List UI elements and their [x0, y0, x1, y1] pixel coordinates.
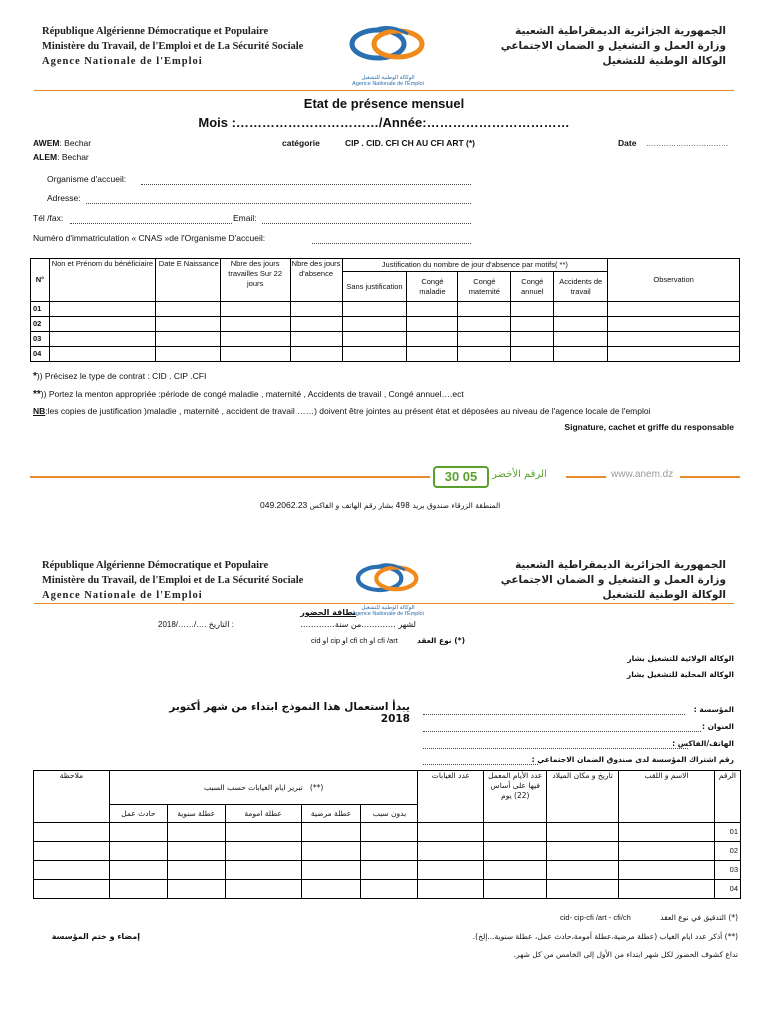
- cell[interactable]: [554, 317, 608, 332]
- cell[interactable]: [418, 823, 484, 842]
- table-row: [31, 317, 740, 332]
- cell[interactable]: [34, 880, 110, 899]
- form2-note-1-fr: cid- cip-cfi /art - cfi/ch: [560, 913, 631, 922]
- ar-sub-maternity: عطلة امومة: [225, 805, 301, 823]
- cell[interactable]: [109, 861, 167, 880]
- cell[interactable]: [484, 861, 547, 880]
- nb-text: :les copies de justification )maladie , maternité , accident de travail ……) doivent être jointes au présent état et déposées au niveau de l'agence locale de l'emploi: [45, 406, 651, 416]
- field-institution: المؤسسة :: [693, 705, 734, 714]
- website: www.anem.dz: [611, 469, 674, 480]
- cell[interactable]: [167, 880, 225, 899]
- wilaya-agency: الوكالة الولائية للتشغيل بشار: [627, 654, 734, 663]
- cell[interactable]: [225, 880, 301, 899]
- cell[interactable]: [290, 317, 342, 332]
- cnas-field[interactable]: [312, 242, 471, 244]
- ar-col-obs: ملاحظة: [34, 771, 110, 823]
- cell[interactable]: [290, 347, 342, 362]
- cell[interactable]: [220, 302, 290, 317]
- tel-field[interactable]: [70, 222, 232, 224]
- cell[interactable]: [608, 302, 740, 317]
- cell[interactable]: [458, 332, 511, 347]
- note-absence-reason: [33, 389, 464, 400]
- cell[interactable]: [484, 880, 547, 899]
- table-row: [31, 302, 740, 317]
- cell[interactable]: [361, 861, 418, 880]
- cell[interactable]: [34, 842, 110, 861]
- ar-col-justif-mark: (**): [309, 782, 324, 792]
- cell[interactable]: [547, 880, 619, 899]
- organisme-field[interactable]: [141, 183, 471, 185]
- presence-table: [30, 258, 740, 362]
- table-row: [31, 332, 740, 347]
- field-address: العنوان :: [702, 722, 734, 731]
- cell[interactable]: [407, 302, 458, 317]
- col-days-header: Nbre des jours travailles Sur 22 jours: [220, 259, 290, 302]
- ar-header-2-line-1: الجمهورية الجزائرية الديمقراطية الشعبية: [515, 559, 726, 571]
- nb-label: NB: [33, 406, 46, 416]
- cell[interactable]: [418, 880, 484, 899]
- ar-header-line-1: الجمهورية الجزائرية الديمقراطية الشعبية: [515, 25, 726, 37]
- row-number: 02: [31, 317, 50, 332]
- footer-address-ar: المنطقة الزرقاء صندوق بريد 498 بشار رقم الهاتف و الفاكس: [309, 501, 501, 510]
- note-contract-type: [33, 371, 206, 382]
- awem-row: [33, 138, 91, 148]
- anem-logo-2-graphic: [338, 560, 438, 600]
- model-notice: يبدأ استعمال هذا النموذج ابتداء من شهر أكتوبر 2018: [169, 701, 410, 725]
- cell[interactable]: [547, 823, 619, 842]
- categorie-value[interactable]: CIP . CID. CFI CH AU CFI ART (*): [345, 138, 476, 148]
- col-num-header: N°: [31, 259, 50, 302]
- ar-col-days: عدد الأيام المعمل فيها على أساس (22) يوم: [484, 771, 547, 823]
- cell[interactable]: [49, 347, 155, 362]
- row-number: 03: [31, 332, 50, 347]
- cell[interactable]: [220, 347, 290, 362]
- cell[interactable]: [225, 861, 301, 880]
- fr-header-2-line-3: Agence Nationale de l'Emploi: [42, 590, 203, 601]
- cell[interactable]: [619, 880, 715, 899]
- cell[interactable]: [484, 823, 547, 842]
- logo-2-caption-fr: Agence Nationale de l'Emploi: [352, 611, 424, 617]
- cell[interactable]: [458, 347, 511, 362]
- table-row: [34, 823, 741, 842]
- cell[interactable]: [361, 823, 418, 842]
- ar-header: [426, 24, 726, 69]
- ar-col-num: الرقم: [714, 771, 740, 823]
- date-label: Date: [618, 138, 637, 148]
- row-number: 01: [31, 302, 50, 317]
- awem-label: AWEM: [33, 138, 60, 148]
- cell[interactable]: [608, 317, 740, 332]
- form2-contract-options[interactable]: cid او cip او cfi ch او cfi /art: [311, 636, 398, 645]
- cell[interactable]: [225, 842, 301, 861]
- cell[interactable]: [547, 842, 619, 861]
- form2-date-line[interactable]: 2018/……/…. التاريخ :: [158, 620, 234, 629]
- sub-col-maternite: Congé maternité: [458, 272, 511, 302]
- green-number: 30 05: [433, 466, 489, 488]
- cell[interactable]: [301, 823, 361, 842]
- cell[interactable]: [458, 317, 511, 332]
- categorie-label: catégorie: [282, 138, 320, 148]
- ar-col-justif-label: تبرير ايام الغيابات حسب السبب: [204, 782, 303, 792]
- cell[interactable]: [301, 842, 361, 861]
- cell[interactable]: [225, 823, 301, 842]
- footer-line-mid: [566, 476, 606, 478]
- cell[interactable]: [361, 880, 418, 899]
- ar-col-absent: عدد الغيابات: [418, 771, 484, 823]
- cell[interactable]: [34, 823, 110, 842]
- cell[interactable]: [167, 842, 225, 861]
- table-row: [34, 842, 741, 861]
- field-phone: الهاتف/الفاكس :: [672, 739, 734, 748]
- logo-caption-fr: Agence Nationale de l'Emploi: [352, 81, 424, 87]
- footer-phone: 049.2062.23: [260, 500, 308, 510]
- fr-header-2-line-2: Ministère du Travail, de l'Emploi et de La Sécurité Sociale: [42, 575, 304, 586]
- ar-col-birth: تاريخ و مكان الميلاد: [547, 771, 619, 823]
- cell[interactable]: [155, 347, 220, 362]
- logo-2-caption-ar: الوكالة الوطنية للتشغيل: [361, 605, 415, 611]
- fr-header-line-2: Ministère du Travail, de l'Emploi et de La Sécurité Sociale: [42, 41, 304, 52]
- cell[interactable]: [301, 880, 361, 899]
- ar-header-2-line-2: وزارة العمل و التشغيل و الضمان الاجتماعي: [500, 574, 726, 586]
- cell[interactable]: [290, 302, 342, 317]
- cell[interactable]: [109, 842, 167, 861]
- cell[interactable]: [554, 347, 608, 362]
- local-agency: الوكالة المحلية للتشغيل بشار: [626, 670, 734, 679]
- table-row: [34, 880, 741, 899]
- cell[interactable]: [619, 842, 715, 861]
- date-field[interactable]: ……………………………: [646, 139, 729, 148]
- sub-col-maladie: Congé maladie: [407, 272, 458, 302]
- cell[interactable]: [484, 842, 547, 861]
- ar-header-2: [426, 558, 726, 603]
- footer-line-right: [680, 476, 740, 478]
- adresse-field[interactable]: [86, 202, 471, 204]
- cell[interactable]: [290, 332, 342, 347]
- cell[interactable]: [418, 861, 484, 880]
- col-justif-header: Justification du nombre de jour d'absence par motifs( **): [342, 259, 608, 272]
- field-institution-input[interactable]: [423, 713, 685, 715]
- cell[interactable]: [407, 347, 458, 362]
- form2-note-2: (**) أذكر عدد ايام الغياب (عطلة مرضية،عطلة أمومة،حادث عمل، عطلة سنوية...إلخ).: [472, 932, 738, 941]
- ar-header-line-2: وزارة العمل و التشغيل و الضمان الاجتماعي: [500, 40, 726, 52]
- cell[interactable]: [342, 332, 407, 347]
- cell[interactable]: [554, 332, 608, 347]
- cell[interactable]: [361, 842, 418, 861]
- ar-sub-accident: حادث عمل: [109, 805, 167, 823]
- field-phone-input[interactable]: [423, 747, 688, 749]
- cell[interactable]: [407, 317, 458, 332]
- row-number: 04: [31, 347, 50, 362]
- col-absent-header: Nbre des jours d'absence: [290, 259, 342, 302]
- form2-contract-label: (*) نوع العقد: [417, 636, 465, 645]
- header-2-divider: [34, 603, 734, 604]
- alem-value: : Bechar: [57, 152, 89, 162]
- form2-month-line: لشهر ………….من سنة………….: [300, 620, 416, 629]
- form2-note-3: تداع كشوف الحضور لكل شهر ابتداء من الأول إلى الخامس من كل شهر.: [513, 950, 738, 959]
- ar-col-justif: [109, 771, 418, 805]
- cell[interactable]: [511, 317, 554, 332]
- cell[interactable]: [49, 332, 155, 347]
- row-number: 01: [714, 823, 740, 842]
- row-number: 04: [714, 880, 740, 899]
- cell[interactable]: [608, 332, 740, 347]
- cell[interactable]: [155, 317, 220, 332]
- cell[interactable]: [49, 302, 155, 317]
- sub-col-accidents: Accidents de travail: [554, 272, 608, 302]
- ar-sub-sick: عطلة مرضية: [301, 805, 361, 823]
- cell[interactable]: [155, 302, 220, 317]
- cell[interactable]: [167, 861, 225, 880]
- logo-caption-ar: الوكالة الوطنية للتشغيل: [361, 75, 415, 81]
- anem-logo: [338, 22, 438, 87]
- header-divider: [34, 90, 734, 91]
- cell[interactable]: [34, 861, 110, 880]
- alem-row: [33, 152, 89, 162]
- cell[interactable]: [301, 861, 361, 880]
- cell[interactable]: [511, 332, 554, 347]
- fr-header-2-line-1: République Algérienne Démocratique et Populaire: [42, 560, 269, 571]
- note-2-mark: **: [33, 389, 41, 400]
- form2-signature: إمضاء و ختم المؤسسة: [51, 932, 140, 941]
- cell[interactable]: [619, 823, 715, 842]
- ar-header-line-3: الوكالة الوطنية للتشغيل: [602, 55, 726, 67]
- cell[interactable]: [342, 302, 407, 317]
- adresse-label: Adresse:: [47, 193, 81, 203]
- ar-sub-no-reason: بدون سبب: [361, 805, 418, 823]
- cell[interactable]: [109, 880, 167, 899]
- cell[interactable]: [547, 861, 619, 880]
- cell[interactable]: [155, 332, 220, 347]
- form-title: Etat de présence mensuel: [303, 96, 465, 111]
- green-number-label: الرقم الأخضر: [492, 469, 547, 480]
- footer-address: [260, 500, 525, 510]
- fr-header-2: [42, 558, 342, 603]
- cell[interactable]: [167, 823, 225, 842]
- cell[interactable]: [418, 842, 484, 861]
- cell[interactable]: [49, 317, 155, 332]
- cell[interactable]: [109, 823, 167, 842]
- sub-col-annuel: Congé annuel: [511, 272, 554, 302]
- note-1-text: )) Précisez le type de contrat : CID . CIP .CFI: [36, 371, 207, 381]
- cell[interactable]: [407, 332, 458, 347]
- table-row: [31, 347, 740, 362]
- cnas-label: Numéro d'immatriculation « CNAS »de l'Organisme D'accueil:: [33, 233, 266, 243]
- cell[interactable]: [220, 332, 290, 347]
- row-number: 02: [714, 842, 740, 861]
- note-1-mark: *: [33, 371, 37, 382]
- month-year-line: Mois :……………………………/Année:……………………………: [198, 115, 570, 130]
- cell[interactable]: [220, 317, 290, 332]
- fr-header: [42, 24, 342, 69]
- cell[interactable]: [458, 302, 511, 317]
- tel-label: Tél /fax:: [33, 213, 64, 223]
- anem-logo-2: [338, 560, 438, 615]
- form2-title: بطاقة الحضور: [300, 608, 356, 617]
- footer-line-left: [30, 476, 430, 478]
- cell[interactable]: [511, 302, 554, 317]
- fr-header-line-1: République Algérienne Démocratique et Populaire: [42, 26, 269, 37]
- form2-note-1: (*) التدقيق في نوع العقد: [660, 913, 738, 922]
- note-2-text: )) Portez la menton appropriée :période de congé maladie , maternité , Accidents de travail , Congé annuel….ect: [40, 389, 464, 399]
- ar-header-2-line-3: الوكالة الوطنية للتشغيل: [602, 589, 726, 601]
- cell[interactable]: [342, 347, 407, 362]
- cell[interactable]: [511, 347, 554, 362]
- cell[interactable]: [619, 861, 715, 880]
- col-dob-header: Date E Naissance: [155, 259, 220, 302]
- col-obs-header: Observation: [608, 259, 740, 302]
- col-name-header: Non et Prénom du bénéficiaire: [49, 259, 155, 302]
- attendance-table-ar: [33, 770, 741, 899]
- field-cnas: رقم اشتراك المؤسسة لدى صندوق الضمان الاجتماعي :: [531, 755, 734, 764]
- field-cnas-input[interactable]: [423, 763, 538, 765]
- row-number: 03: [714, 861, 740, 880]
- cell[interactable]: [342, 317, 407, 332]
- nb-note: [33, 406, 733, 416]
- email-field[interactable]: [262, 222, 471, 224]
- organisme-label: Organisme d'accueil:: [47, 174, 127, 184]
- awem-value: : Bechar: [59, 138, 92, 148]
- email-label: Email:: [233, 213, 257, 223]
- signature-label: Signature, cachet et griffe du responsable: [564, 422, 734, 432]
- sub-col-sans-justif: Sans justification: [342, 272, 407, 302]
- table-row: [34, 861, 741, 880]
- ar-sub-annual: عطلة سنوية: [167, 805, 225, 823]
- alem-label: ALEM: [33, 152, 58, 162]
- ar-col-name: الاسم و اللقب: [619, 771, 715, 823]
- field-address-input[interactable]: [423, 730, 701, 732]
- anem-logo-graphic: [338, 22, 438, 70]
- cell[interactable]: [608, 347, 740, 362]
- fr-header-line-3: Agence Nationale de l'Emploi: [42, 56, 203, 67]
- cell[interactable]: [554, 302, 608, 317]
